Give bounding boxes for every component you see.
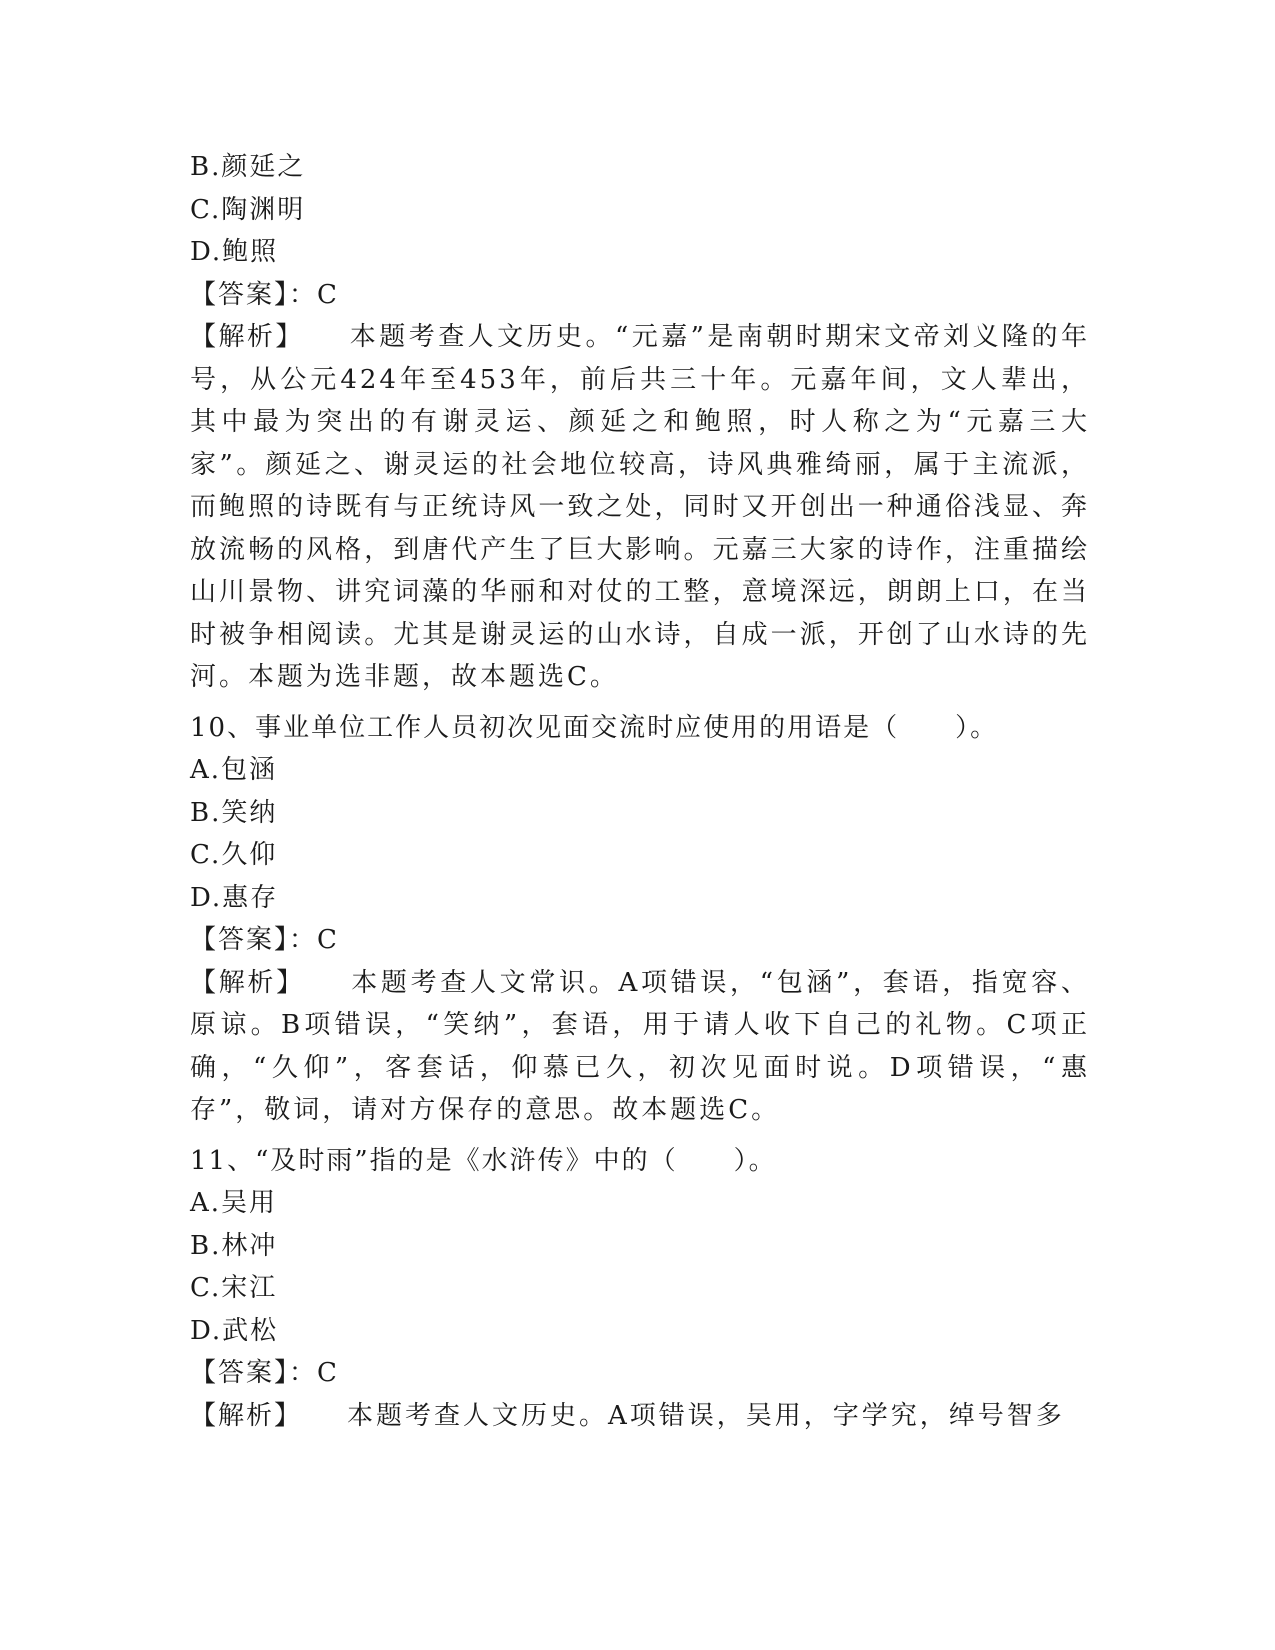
question-10 [190, 707, 1090, 1132]
analysis-text: 本题考查人文历史。A项错误，吴用，字学究，绰号智多 [347, 1400, 1065, 1431]
question-text: 11、“及时雨”指的是《水浒传》中的（ ）。 [190, 1145, 777, 1176]
document-content [190, 146, 1090, 1437]
option-c: C.久仰 [190, 840, 278, 870]
option-b: B.林冲 [190, 1230, 278, 1261]
option-b: B.颜延之 [190, 152, 306, 182]
answer: 【答案】：C [190, 1358, 339, 1388]
analysis-label: 【解析】 [190, 322, 291, 352]
option-c: C.陶渊明 [190, 194, 306, 225]
analysis-label: 【解析】 [190, 1400, 290, 1431]
answer: 【答案】：C [190, 925, 339, 955]
option-a: A.吴用 [190, 1188, 278, 1218]
analysis-label: 【解析】 [190, 967, 292, 998]
analysis [190, 316, 1090, 699]
question-11 [190, 1140, 1090, 1438]
analysis-text: 本题考查人文常识。A项错误，“包涵”，套语，指宽容、原谅。B项错误，“笑纳”，套语，用于请人收下自己的礼物。C项正确，“久仰”，客套话，仰慕已久，初次见面时说。D项错误，“惠存”，敬词，请对方保存的意思。故本题选C。 [190, 967, 1090, 1125]
option-d: D.惠存 [190, 882, 279, 913]
option-c: C.宋江 [190, 1273, 278, 1303]
option-a: A.包涵 [190, 755, 278, 785]
question-text: 10、事业单位工作人员初次见面交流时应使用的用语是（ ）。 [190, 712, 999, 743]
analysis [190, 962, 1090, 1132]
analysis [190, 1395, 1090, 1438]
analysis-text: 本题考查人文历史。“元嘉”是南朝时期宋文帝刘义隆的年号，从公元424年至453年，前后共三十年。元嘉年间，文人辈出，其中最为突出的有谢灵运、颜延之和鲍照，时人称之为“元嘉三大家”。颜延之、谢灵运的社会地位较高，诗风典雅绮丽，属于主流派，而鲍照的诗既有与正统诗风一致之处，同时又开创出一种通俗浅显、奔放流畅的风格，到唐代产生了巨大影响。元嘉三大家的诗作，注重描绘山川景物、讲究词藻的华丽和对仗的工整，意境深远，朗朗上口，在当时被争相阅读。尤其是谢灵运的山水诗，自成一派，开创了山水诗的先河。本题为选非题，故本题选C。 [190, 322, 1090, 692]
option-d: D.武松 [190, 1315, 279, 1346]
question-9 [190, 146, 1090, 699]
option-b: B.笑纳 [190, 797, 278, 828]
option-d: D.鲍照 [190, 237, 279, 267]
answer: 【答案】：C [190, 279, 339, 310]
